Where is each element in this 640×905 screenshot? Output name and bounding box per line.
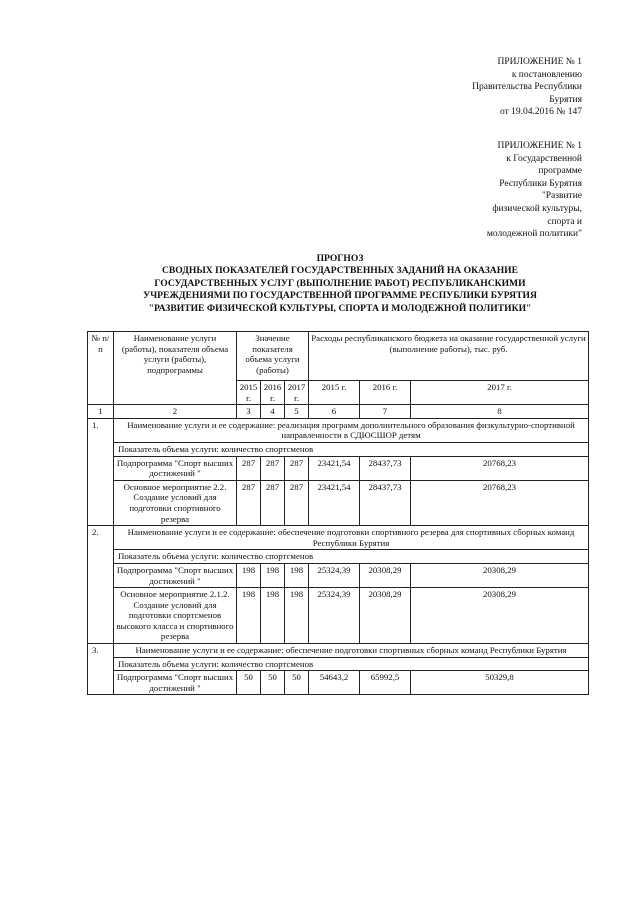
header-year: 2015 г. (309, 381, 360, 405)
indicator-name: Показатель объема услуги: количество спортсменов (114, 657, 589, 671)
header-num: № п/п (88, 332, 114, 405)
col-number: 4 (261, 405, 285, 419)
row-name: Основное мероприятие 2.1.2. Создание условий для подготовки спортсменов высокого класса и спортивного резерва (114, 588, 237, 644)
col-number: 8 (411, 405, 589, 419)
annex-line: программе (538, 166, 582, 177)
table-row (88, 480, 589, 525)
header-expenses: Расходы республиканского бюджета на оказание государственной услуги (выполнение работы), тыс. руб. (309, 332, 589, 381)
section-row (88, 418, 589, 442)
title-line: ПРОГНОЗ (316, 253, 364, 264)
annex-line: физической культуры, (492, 203, 582, 214)
value-2017: 287 (285, 456, 309, 480)
annex-resolution (472, 56, 582, 119)
col-number: 2 (114, 405, 237, 419)
annex-line: ПРИЛОЖЕНИЕ № 1 (497, 141, 582, 151)
annex-line: Правительства Республики (472, 82, 582, 93)
table-row (88, 563, 589, 587)
indicator-row (88, 550, 589, 564)
annex-line: ПРИЛОЖЕНИЕ № 1 (497, 57, 582, 67)
expense-2016: 20308,29 (360, 563, 411, 587)
expense-2016: 20308,29 (360, 588, 411, 644)
indicator-name: Показатель объема услуги: количество спортсменов (114, 550, 589, 564)
annex-program (487, 140, 582, 241)
header-name: Наименование услуги (работы), показателя объема услуги (работы), подпрограммы (114, 332, 237, 405)
annex-line: Бурятия (549, 94, 582, 105)
expense-2017: 20768,23 (411, 456, 589, 480)
header-volume: Значение показателя объема услуги (работы) (237, 332, 309, 381)
table-row (88, 671, 589, 695)
row-name: Подпрограмма "Спорт высших достижений " (114, 563, 237, 587)
col-number: 6 (309, 405, 360, 419)
title-line: ГОСУДАРСТВЕННЫХ УСЛУГ (ВЫПОЛНЕНИЕ РАБОТ) РЕСПУБЛИКАНСКИМИ (154, 277, 526, 289)
expense-2017: 20308,29 (411, 563, 589, 587)
annex-line: спорта и (547, 216, 582, 227)
value-2015: 198 (237, 588, 261, 644)
col-number: 5 (285, 405, 309, 419)
annex-line: Республики Бурятия (499, 178, 582, 189)
annex-line: к постановлению (511, 69, 582, 80)
value-2015: 287 (237, 456, 261, 480)
annex-line: к Государственной (506, 153, 582, 164)
section-number: 3. (88, 644, 114, 695)
section-number: 1. (88, 418, 114, 525)
value-2016: 198 (261, 563, 285, 587)
section-row (88, 526, 589, 550)
document-title (90, 253, 590, 315)
service-name: Наименование услуги и ее содержание: реализация программ дополнительного образования физкультурно-спортивной направленности в СДЮСШОР детям (114, 418, 589, 442)
header-year: 2015 г. (237, 381, 261, 405)
title-line: УЧРЕЖДЕНИЯМИ ПО ГОСУДАРСТВЕННОЙ ПРОГРАММЕ РЕСПУБЛИКИ БУРЯТИЯ (143, 290, 537, 302)
value-2016: 198 (261, 588, 285, 644)
expense-2015: 23421,54 (309, 456, 360, 480)
section-row (88, 644, 589, 658)
value-2017: 198 (285, 563, 309, 587)
value-2015: 198 (237, 563, 261, 587)
indicator-row (88, 442, 589, 456)
header-year: 2017 г. (411, 381, 589, 405)
table-row (88, 456, 589, 480)
expense-2015: 23421,54 (309, 480, 360, 525)
expense-2017: 20308,29 (411, 588, 589, 644)
forecast-table (87, 331, 589, 695)
expense-2015: 25324,39 (309, 563, 360, 587)
annex-line: молодежной политики" (486, 229, 582, 240)
col-number: 1 (88, 405, 114, 419)
row-name: Подпрограмма "Спорт высших достижений " (114, 671, 237, 695)
expense-2015: 25324,39 (309, 588, 360, 644)
value-2016: 287 (261, 456, 285, 480)
value-2016: 287 (261, 480, 285, 525)
value-2016: 50 (261, 671, 285, 695)
expense-2017: 50329,8 (411, 671, 589, 695)
annex-line: от 19.04.2016 № 147 (500, 107, 582, 118)
row-name: Подпрограмма "Спорт высших достижений " (114, 456, 237, 480)
service-name: Наименование услуги и ее содержание: обеспечение подготовки спортивных сборных команд Республики Бурятия (114, 644, 589, 658)
col-number: 3 (237, 405, 261, 419)
title-line: "РАЗВИТИЕ ФИЗИЧЕСКОЙ КУЛЬТУРЫ, СПОРТА И МОЛОДЕЖНОЙ ПОЛИТИКИ" (148, 302, 532, 314)
header-year: 2016 г. (261, 381, 285, 405)
value-2017: 287 (285, 480, 309, 525)
header-year: 2017 г. (285, 381, 309, 405)
header-row (88, 332, 589, 381)
expense-2015: 54643,2 (309, 671, 360, 695)
expense-2016: 65992,5 (360, 671, 411, 695)
value-2015: 50 (237, 671, 261, 695)
header-year: 2016 г. (360, 381, 411, 405)
title-line: СВОДНЫХ ПОКАЗАТЕЛЕЙ ГОСУДАРСТВЕННЫХ ЗАДАНИЙ НА ОКАЗАНИЕ (161, 265, 519, 277)
service-name: Наименование услуги и ее содержание: обеспечение подготовки спортивного резерва для спортивных сборных команд Республики Бурятия (114, 526, 589, 550)
annex-line: "Развитие (541, 191, 582, 202)
row-name: Основное мероприятие 2.2. Создание условий для подготовки спортивного резерва (114, 480, 237, 525)
expense-2017: 20768,23 (411, 480, 589, 525)
section-number: 2. (88, 526, 114, 644)
value-2015: 287 (237, 480, 261, 525)
column-number-row (88, 405, 589, 419)
indicator-row (88, 657, 589, 671)
indicator-name: Показатель объема услуги: количество спортсменов (114, 442, 589, 456)
table-row (88, 588, 589, 644)
expense-2016: 28437,73 (360, 480, 411, 525)
value-2017: 50 (285, 671, 309, 695)
col-number: 7 (360, 405, 411, 419)
expense-2016: 28437,73 (360, 456, 411, 480)
value-2017: 198 (285, 588, 309, 644)
